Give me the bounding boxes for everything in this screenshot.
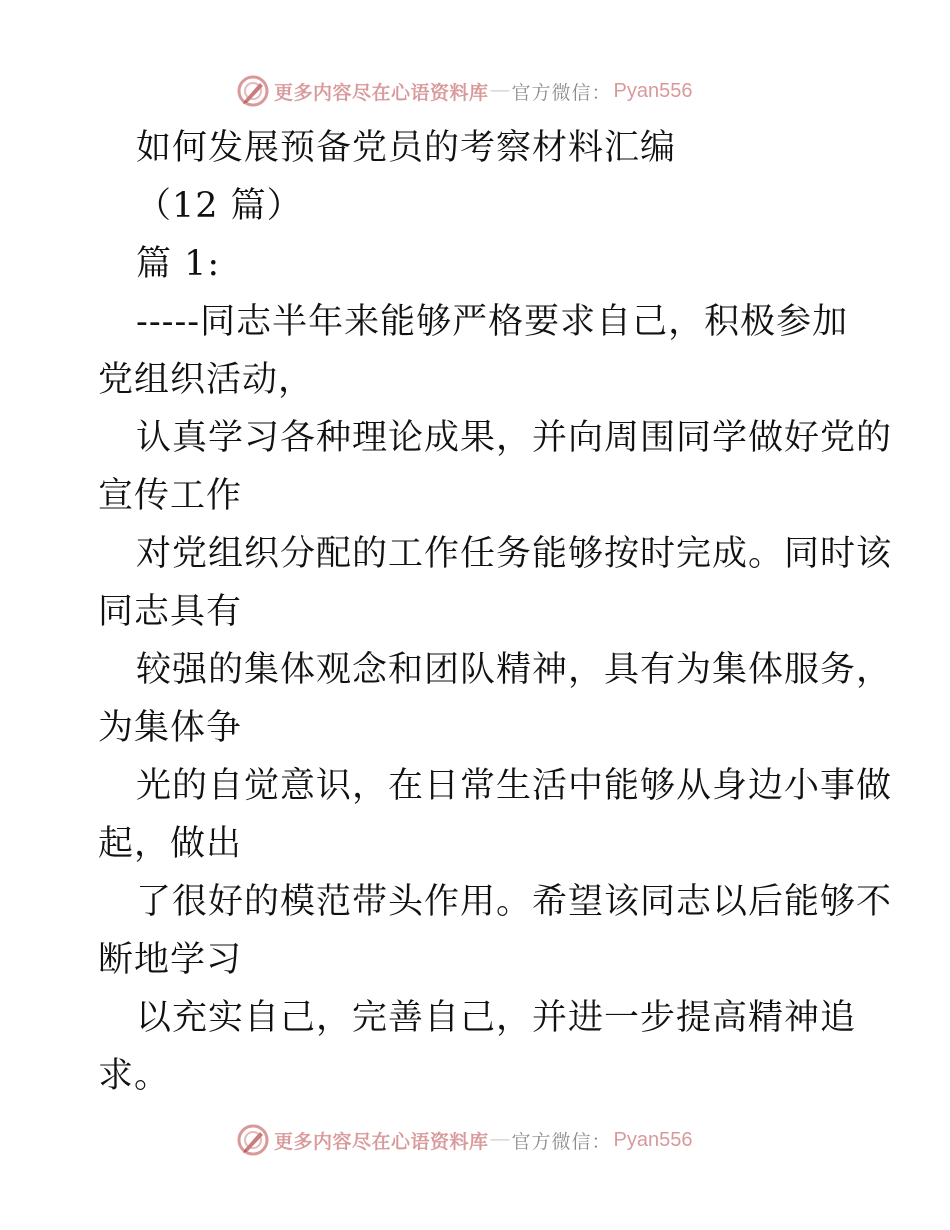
document-title: 如何发展预备党员的考察材料汇编 xyxy=(136,128,677,168)
body-line: 为集体争 xyxy=(98,708,243,748)
footer-watermark xyxy=(236,1123,693,1157)
body-line: 对党组织分配的工作任务能够按时完成。同时该 xyxy=(136,534,893,574)
body-line: 断地学习 xyxy=(98,940,243,980)
body-line: -----同志半年来能够严格要求自己，积极参加 xyxy=(136,302,849,342)
body-line: 起，做出 xyxy=(98,824,243,864)
header-watermark xyxy=(236,74,693,108)
body-line: 了很好的模范带头作用。希望该同志以后能够不 xyxy=(136,882,893,922)
pen-logo-icon xyxy=(236,1123,270,1157)
body-line: 较强的集体观念和团队精神，具有为集体服务， xyxy=(136,650,893,690)
body-line: 光的自觉意识，在日常生活中能够从身边小事做 xyxy=(136,766,893,806)
body-line: 同志具有 xyxy=(98,592,243,632)
watermark-wechat-label: 官方微信： xyxy=(511,81,612,104)
watermark-wechat-label: 官方微信： xyxy=(511,1130,612,1153)
watermark-wechat-id: Pyan556 xyxy=(613,79,693,102)
body-line: 认真学习各种理论成果，并向周围同学做好党的 xyxy=(136,418,893,458)
body-line: 求。 xyxy=(98,1056,171,1096)
watermark-wechat-id: Pyan556 xyxy=(613,1128,693,1151)
watermark-main-text: 更多内容尽在心语资料库 xyxy=(274,81,489,104)
body-line: 以充实自己，完善自己，并进一步提高精神追 xyxy=(136,998,857,1038)
watermark-dash: — xyxy=(490,80,510,101)
body-line: 党组织活动， xyxy=(98,360,315,400)
body-line: 宣传工作 xyxy=(98,476,243,516)
pen-logo-icon xyxy=(236,74,270,108)
watermark-dash: — xyxy=(490,1129,510,1150)
section-heading: 篇 1: xyxy=(136,244,221,284)
document-count: （12 篇） xyxy=(136,186,303,226)
watermark-main-text: 更多内容尽在心语资料库 xyxy=(274,1130,489,1153)
